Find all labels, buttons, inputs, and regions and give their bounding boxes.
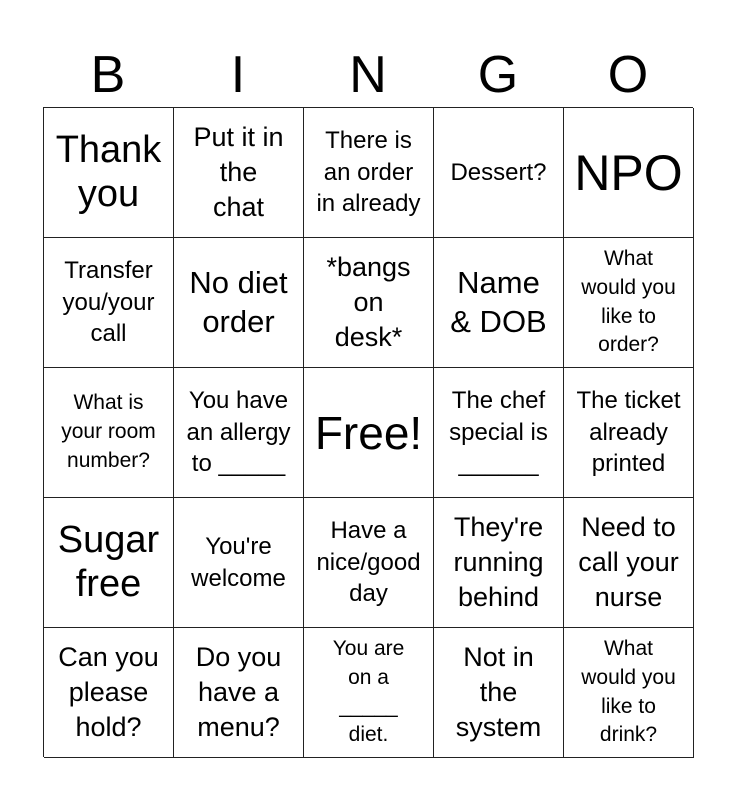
bingo-cell-text: Transfer you/your call	[62, 256, 155, 348]
bingo-cell[interactable]	[174, 628, 304, 758]
bingo-cell[interactable]	[564, 108, 694, 238]
bingo-cell[interactable]	[564, 628, 694, 758]
bingo-cell[interactable]	[304, 108, 434, 238]
bingo-cell-text: Free!	[314, 406, 423, 459]
bingo-cell-text: Sugar free	[57, 518, 160, 605]
bingo-cell-text: Have a nice/good day	[316, 516, 421, 608]
bingo-cell-text: Need to call your nurse	[578, 511, 679, 613]
bingo-cell-text: Thank you	[55, 128, 162, 215]
bingo-cell-text: They're running behind	[453, 511, 544, 613]
bingo-cell[interactable]	[174, 368, 304, 498]
bingo-cell-text: You have an allergy to _____	[186, 386, 291, 478]
bingo-cell[interactable]	[434, 108, 564, 238]
bingo-cell[interactable]	[434, 238, 564, 368]
bingo-cell-text: What would you like to drink?	[581, 636, 676, 747]
bingo-cell[interactable]	[174, 498, 304, 628]
header-letter-n: N	[349, 46, 387, 104]
bingo-cell[interactable]	[304, 498, 434, 628]
bingo-cell-text: Name & DOB	[450, 264, 547, 339]
bingo-cell-text: Not in the system	[455, 641, 542, 743]
bingo-board	[43, 107, 693, 757]
bingo-cell[interactable]	[44, 498, 174, 628]
bingo-cell-text: *bangs on desk*	[326, 251, 411, 353]
bingo-cell[interactable]	[304, 238, 434, 368]
bingo-cell-text: NPO	[574, 144, 683, 201]
header-letter-g: G	[477, 46, 519, 104]
bingo-cell[interactable]	[434, 498, 564, 628]
bingo-cell[interactable]	[44, 368, 174, 498]
bingo-cell[interactable]	[174, 108, 304, 238]
bingo-cell-text: No diet order	[189, 264, 288, 339]
bingo-cell[interactable]	[304, 628, 434, 758]
bingo-cell-free[interactable]	[304, 368, 434, 498]
bingo-cell[interactable]	[44, 628, 174, 758]
bingo-cell[interactable]	[434, 628, 564, 758]
bingo-cell-text: You're welcome	[191, 532, 286, 592]
bingo-cell-text: There is an order in already	[316, 126, 421, 218]
bingo-cell-text: The chef special is ______	[449, 386, 548, 478]
bingo-cell[interactable]	[564, 238, 694, 368]
bingo-cell[interactable]	[564, 498, 694, 628]
header-letter-o: O	[607, 46, 649, 104]
header-letter-b: B	[90, 46, 126, 104]
bingo-cell-text: Can you please hold?	[58, 641, 159, 743]
bingo-cell[interactable]	[44, 238, 174, 368]
bingo-cell[interactable]	[44, 108, 174, 238]
bingo-header	[43, 44, 693, 106]
bingo-cell-text: Dessert?	[450, 158, 547, 186]
bingo-cell-text: What would you like to order?	[581, 246, 676, 357]
header-letter-i: I	[230, 46, 246, 104]
bingo-cell[interactable]	[174, 238, 304, 368]
bingo-cell-text: You are on a _____ diet.	[332, 636, 405, 747]
bingo-cell-text: What is your room number?	[61, 391, 156, 472]
bingo-cell-text: The ticket already printed	[576, 386, 681, 478]
bingo-cell[interactable]	[564, 368, 694, 498]
bingo-cell-text: Put it in the chat	[193, 121, 284, 223]
bingo-cell[interactable]	[434, 368, 564, 498]
bingo-cell-text: Do you have a menu?	[195, 641, 282, 743]
